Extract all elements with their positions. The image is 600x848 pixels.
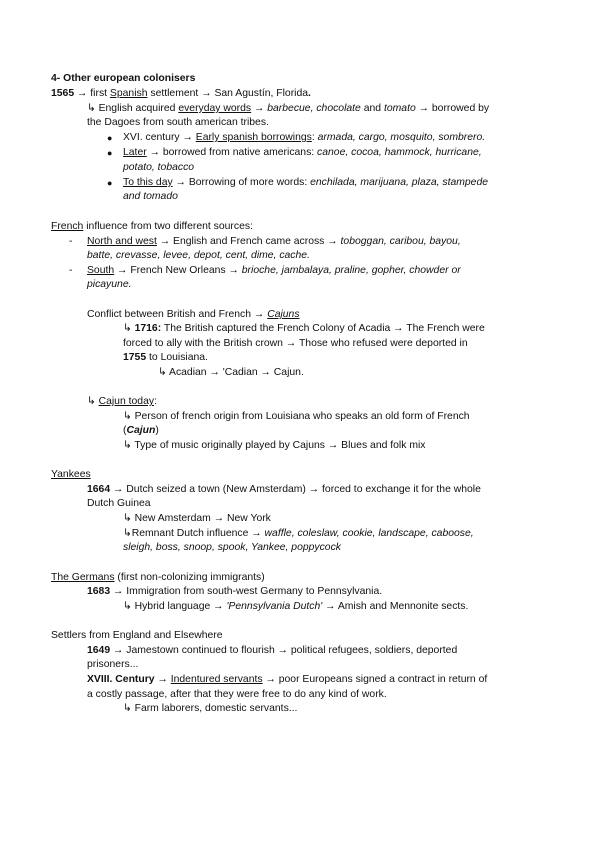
settlers-line-5: ↳ Farm laborers, domestic servants... (123, 703, 298, 714)
french-item-2-cont: picayune. (87, 279, 132, 290)
spanish-bullet-2: Later → borrowed from native americans: canoe, cocoa, hammock, hurricane, (123, 147, 482, 158)
cajun-today-1: ↳ Person of french origin from Louisiana who speaks an old form of French (123, 411, 470, 422)
germans-line-1: 1683 → Immigration from south-west Germany to Pennsylvania. (87, 586, 383, 597)
cajun-today-line: ↳ Cajun today: (87, 396, 157, 407)
bullet-icon: ● (107, 133, 113, 143)
bullet-icon: ● (107, 178, 113, 188)
spanish-term: Spanish (109, 88, 148, 99)
everyday-words-term: everyday words (178, 103, 252, 114)
germans-title: The Germans (first non-colonizing immigrants) (51, 572, 265, 583)
yankees-title: Yankees (51, 469, 91, 480)
year-1565: 1565 (51, 88, 75, 99)
french-item-2: South → French New Orleans → brioche, jambalaya, praline, gopher, chowder or (87, 265, 461, 276)
cajun-today-2: (Cajun) (123, 425, 159, 436)
settlers-line-3: XVIII. Century → Indentured servants → poor Europeans signed a contract in return of (87, 674, 488, 685)
french-item-1: North and west → English and French came across → toboggan, caribou, bayou, (87, 236, 461, 247)
cajuns-term: Cajuns (267, 309, 300, 320)
section-heading: 4- Other european colonisers (51, 73, 196, 84)
french-title: French influence from two different sources: (51, 221, 253, 232)
spanish-bullet-2-cont: potato, tobacco (123, 162, 195, 173)
french-item-1-cont: batte, crevasse, levee, depot, cent, dime, cache. (87, 250, 310, 261)
conflict-detail-4: ↳ Acadian → 'Cadian → Cajun. (158, 367, 304, 378)
yankees-line-3: ↳ New Amsterdam → New York (123, 513, 271, 524)
spanish-line-2: ↳ English acquired everyday words → barbecue, chocolate and tomato → borrowed by (87, 103, 490, 114)
spanish-bullet-3: To this day → Borrowing of more words: enchilada, marijuana, plaza, stampede (123, 177, 489, 188)
spanish-line-3: the Dagoes from south american tribes. (87, 117, 269, 128)
conflict-detail-1: ↳ 1716: The British captured the French Colony of Acadia → The French were (123, 323, 485, 334)
dash-marker: - (69, 265, 73, 276)
settlers-line-4: a costly passage, after that they were free to do any kind of work. (87, 689, 387, 700)
indentured-servants-term: Indentured servants (170, 674, 263, 685)
yankees-line-1: 1664 → Dutch seized a town (New Amsterdam) → forced to exchange it for the whole (87, 484, 481, 495)
yankees-line-2: Dutch Guinea (87, 498, 151, 509)
yankees-line-5: sleigh, boss, snoop, spook, Yankee, poppycock (123, 542, 341, 553)
yankees-line-4: ↳Remnant Dutch influence → waffle, coleslaw, cookie, landscape, caboose, (123, 528, 474, 539)
settlers-title: Settlers from England and Elsewhere (51, 630, 223, 641)
spanish-bullet-1: XVI. century → Early spanish borrowings: armada, cargo, mosquito, sombrero. (123, 132, 486, 143)
conflict-detail-3: 1755 to Louisiana. (123, 352, 208, 363)
settlers-line-2: prisoners... (87, 659, 139, 670)
dash-marker: - (69, 236, 73, 247)
spanish-bullet-3-cont: and tomado (123, 191, 178, 202)
spanish-line-1: 1565 → first Spanish settlement → San Agustín, Florida. (51, 88, 311, 99)
conflict-detail-2: forced to ally with the British crown → Those who refused were deported in (123, 338, 468, 349)
cajun-today-3: ↳ Type of music originally played by Cajuns → Blues and folk mix (123, 440, 426, 451)
bullet-icon: ● (107, 148, 113, 158)
germans-line-2: ↳ Hybrid language → 'Pennsylvania Dutch' → Amish and Mennonite sects. (123, 601, 469, 612)
settlers-line-1: 1649 → Jamestown continued to flourish → political refugees, soldiers, deported (87, 645, 458, 656)
conflict-line: Conflict between British and French → Cajuns (87, 309, 300, 320)
